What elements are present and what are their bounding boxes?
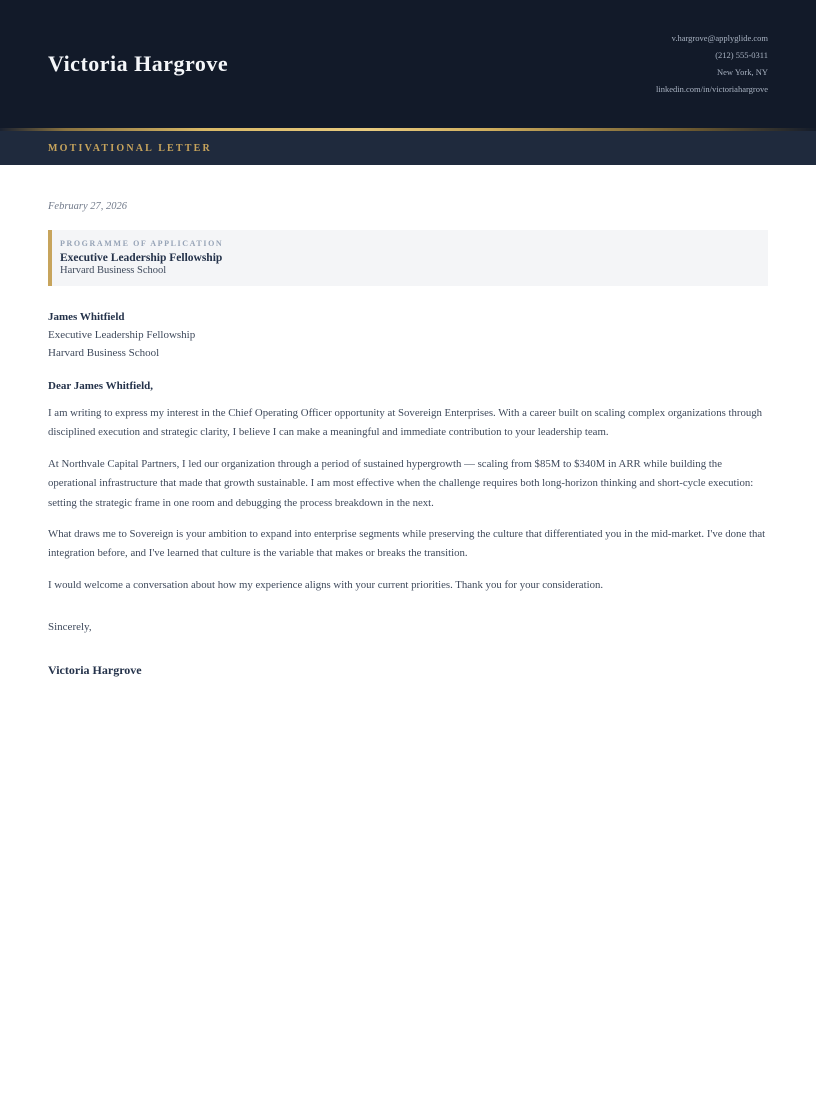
recipient-name: James Whitfield xyxy=(48,311,125,323)
contact-phone: (212) 555-0311 xyxy=(715,50,768,60)
applicant-name: Victoria Hargrove xyxy=(48,51,229,76)
contact-location: New York, NY xyxy=(716,67,768,77)
programme-institution: Harvard Business School xyxy=(60,265,167,276)
programme-label: PROGRAMME OF APPLICATION xyxy=(60,239,224,248)
body-paragraph: I would welcome a conversation about how my experience aligns with your current priorities. Thank you for your consideration. xyxy=(48,578,604,591)
salutation: Dear James Whitfield, xyxy=(48,380,153,392)
letter-date: February 27, 2026 xyxy=(48,201,128,212)
recipient-institution: Harvard Business School xyxy=(48,347,160,359)
programme-title: Executive Leadership Fellowship xyxy=(60,252,223,264)
recipient-programme: Executive Leadership Fellowship xyxy=(48,329,196,341)
body-paragraph: What draws me to Sovereign is your ambition to expand into enterprise segments while preserving the culture that differentiated you in the mid-market. I've done that integration before, and I've learned that culture is the variable that makes or breaks the transition. xyxy=(48,528,766,560)
body-paragraph: I am writing to express my interest in the Chief Operating Officer opportunity at Sovereign Enterprises. With a career built on scaling complex organizations through disciplined execution and strategic clarity, I believe I can make a meaningful and immediate contribution to your leadership team. xyxy=(48,407,763,439)
contact-info xyxy=(656,30,768,98)
recipient-block xyxy=(48,308,768,362)
section-banner xyxy=(0,131,816,165)
header xyxy=(0,0,816,128)
contact-linkedin: linkedin.com/in/victoriahargrove xyxy=(656,84,768,94)
closing: Sincerely, xyxy=(48,621,92,634)
body-paragraph: At Northvale Capital Partners, I led our organization through a period of sustained hypergrowth — scaling from $85M to $340M in ARR while building the operational infrastructure that made that growth sustainable. I am most effective when the challenge requires both long-horizon thinking and short-cycle execution: setting the strategic frame in one room and debugging the process breakdown in the next. xyxy=(48,457,754,509)
contact-email: v.hargrove@applyglide.com xyxy=(671,33,768,43)
letter-content xyxy=(0,165,816,678)
programme-box xyxy=(48,230,768,286)
section-title: MOTIVATIONAL LETTER xyxy=(48,142,212,154)
signature-name: Victoria Hargrove xyxy=(48,663,142,678)
